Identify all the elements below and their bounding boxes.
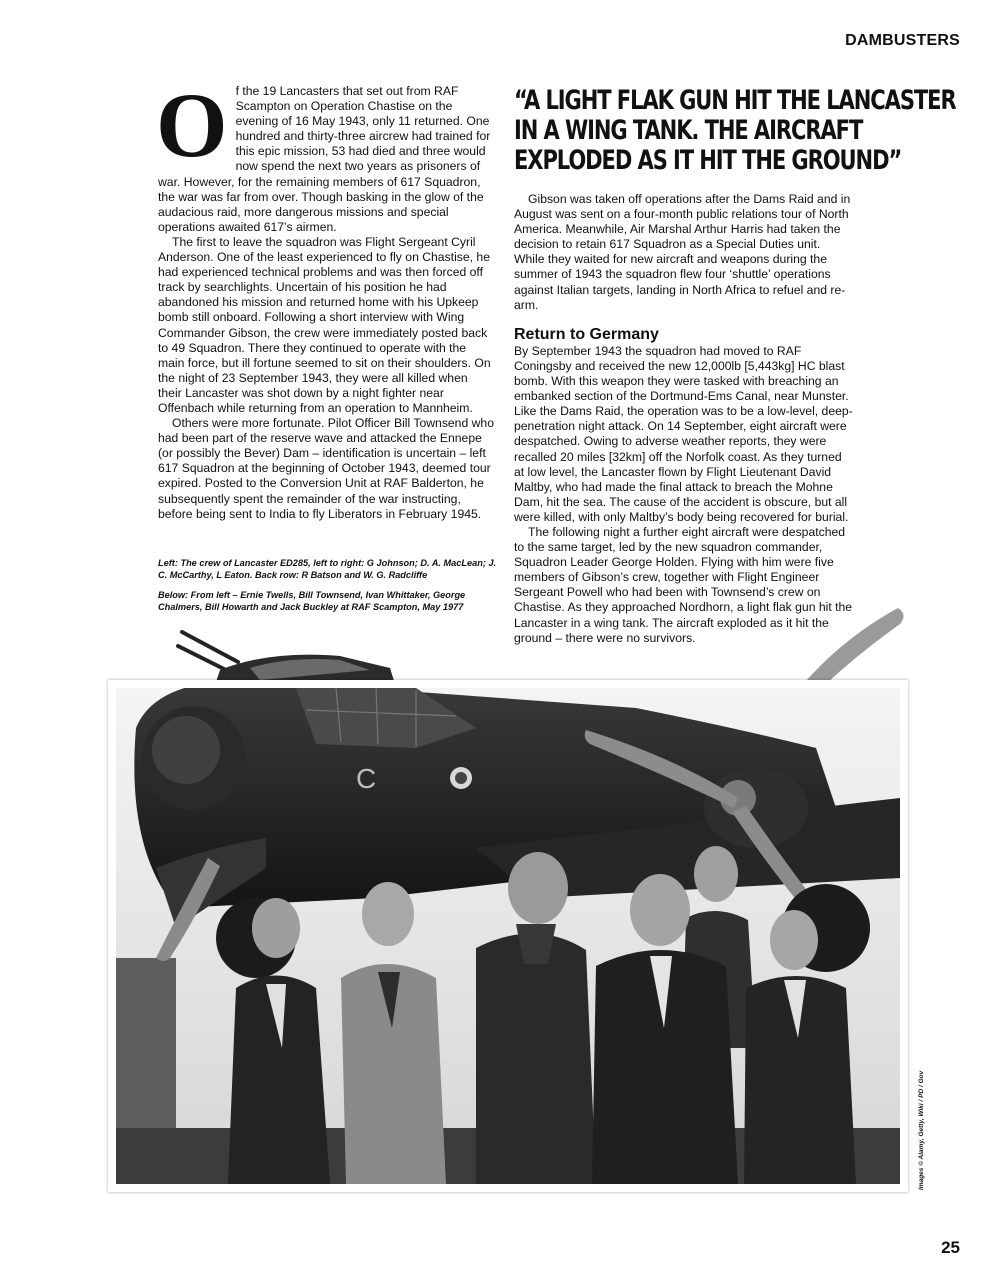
caption-lead: Left: — [158, 558, 178, 568]
caption-below — [158, 590, 498, 613]
body-paragraph: f the 19 Lancasters that set out from RAF Scampton on Operation Chastise on the evening of 16 May 1943, only 11 returned. One hundred and thirty-three aircrew had trained for this epic mission, 53 had died and three would now spend the next two years as prisoners of war. However, for the remaining members of 617 Squadron, the war was far from over. Though basking in the glow of the audacious raid, more dangerous missions and special operations awaited 617’s airmen. — [158, 84, 491, 234]
page-number: 25 — [941, 1238, 960, 1257]
section-title: DAMBUSTERS — [845, 32, 960, 49]
subheading: Return to Germany — [514, 325, 659, 343]
left-column — [156, 74, 494, 522]
pull-quote-line: “A LIGHT FLAK GUN HIT THE LANCASTER — [514, 85, 956, 116]
propeller-blade-overhang — [780, 600, 920, 690]
veterans-photo — [116, 688, 900, 1184]
caption-text: The crew of Lancaster ED285, left to right: G Johnson; D. A. MacLean; J. C. McCarthy, L Eaton. Back row: R Batson and W. G. Radcliffe — [158, 558, 497, 580]
photo-frame — [108, 680, 908, 1192]
aircraft-letter: C — [356, 763, 377, 794]
pull-quote — [514, 85, 956, 176]
body-paragraph: The following night a further eight aircraft were despatched to the same target, led by the new squadron commander, Squadron Leader George Holden. Flying with him were five members of Gibson’s crew, together with Flight Engineer Sergeant Powell who had been with Townsend’s crew on Chastise. As they approached Nordhorn, a light flak gun hit the Lancaster in a wing tank. The aircraft exploded as it hit the ground – there were no survivors. — [514, 524, 853, 645]
caption-lead: Below: — [158, 590, 189, 600]
pull-quote-line: EXPLODED AS IT HIT THE GROUND” — [514, 145, 902, 176]
body-paragraph: Others were more fortunate. Pilot Officer Bill Townsend who had been part of the reserve wave and attacked the Ennepe (or possibly the Bever) Dam – identification is uncertain – left 617 Squadron at the beginning of October 1943, deemed tour expired. Posted to the Conversion Unit at RAF Balderton, he subsequently spent the remainder of the war instructing, before being sent to India to fly Liberators in February 1945. — [158, 416, 494, 521]
caption-text: From left – Ernie Twells, Bill Townsend, Ivan Whittaker, George Chalmers, Bill Howarth and Jack Buckley at RAF Scampton, May 1977 — [158, 590, 466, 612]
body-paragraph: Gibson was taken off operations after the Dams Raid and in August was sent on a four-month public relations tour of North America. Meanwhile, Air Marshal Arthur Harris had taken the decision to retain 617 Squadron as a Special Duties unit. While they waited for new aircraft and weapons during the summer of 1943 the squadron flew four ‘shuttle’ operations against Italian targets, landing in North Africa to refuel and re-arm. — [514, 192, 851, 312]
body-paragraph: By September 1943 the squadron had moved to RAF Coningsby and received the new 12,000lb [5,443kg] HC blast bomb. With this weapon they were tasked with breaching an embanked section of the Dortmund-Ems Canal, near Munster. Like the Dams Raid, the operation was to be a low-level, deep-penetration night attack. On 14 September, eight aircraft were despatched. Owing to adverse weather reports, they were recalled 20 miles [32km] off the Norfolk coast. As they turned at low level, the Lancaster flown by Flight Lieutenant David Maltby, who had made the final attack to breach the Mohne Dam, hit the sea. The cause of the accident is obscure, but all were killed, with only Maltby’s body being recovered for burial. — [514, 343, 853, 524]
right-column — [514, 192, 854, 646]
image-credit: Images © Alamy, Getty, Wiki / PD / Gov — [918, 1070, 925, 1190]
caption-left — [158, 558, 498, 581]
body-paragraph: The first to leave the squadron was Flight Sergeant Cyril Anderson. One of the least experienced to fly on Chastise, he had experienced technical problems and was then forced off track by searchlights. Uncertain of his position he had abandoned his mission and returned home with his Upkeep bomb still onboard. Following a short interview with Wing Commander Gibson, the crew were immediately posted back to 49 Squadron. There they continued to operate with the main force, but ill fortune seemed to sit on their shoulders. On the night of 23 September 1943, they were all killed when their Lancaster was shot down by a night fighter near Offenbach while returning from an operation to Mannheim. — [158, 234, 491, 415]
drop-cap: O — [156, 74, 228, 176]
pull-quote-line: IN A WING TANK. THE AIRCRAFT — [514, 115, 863, 146]
